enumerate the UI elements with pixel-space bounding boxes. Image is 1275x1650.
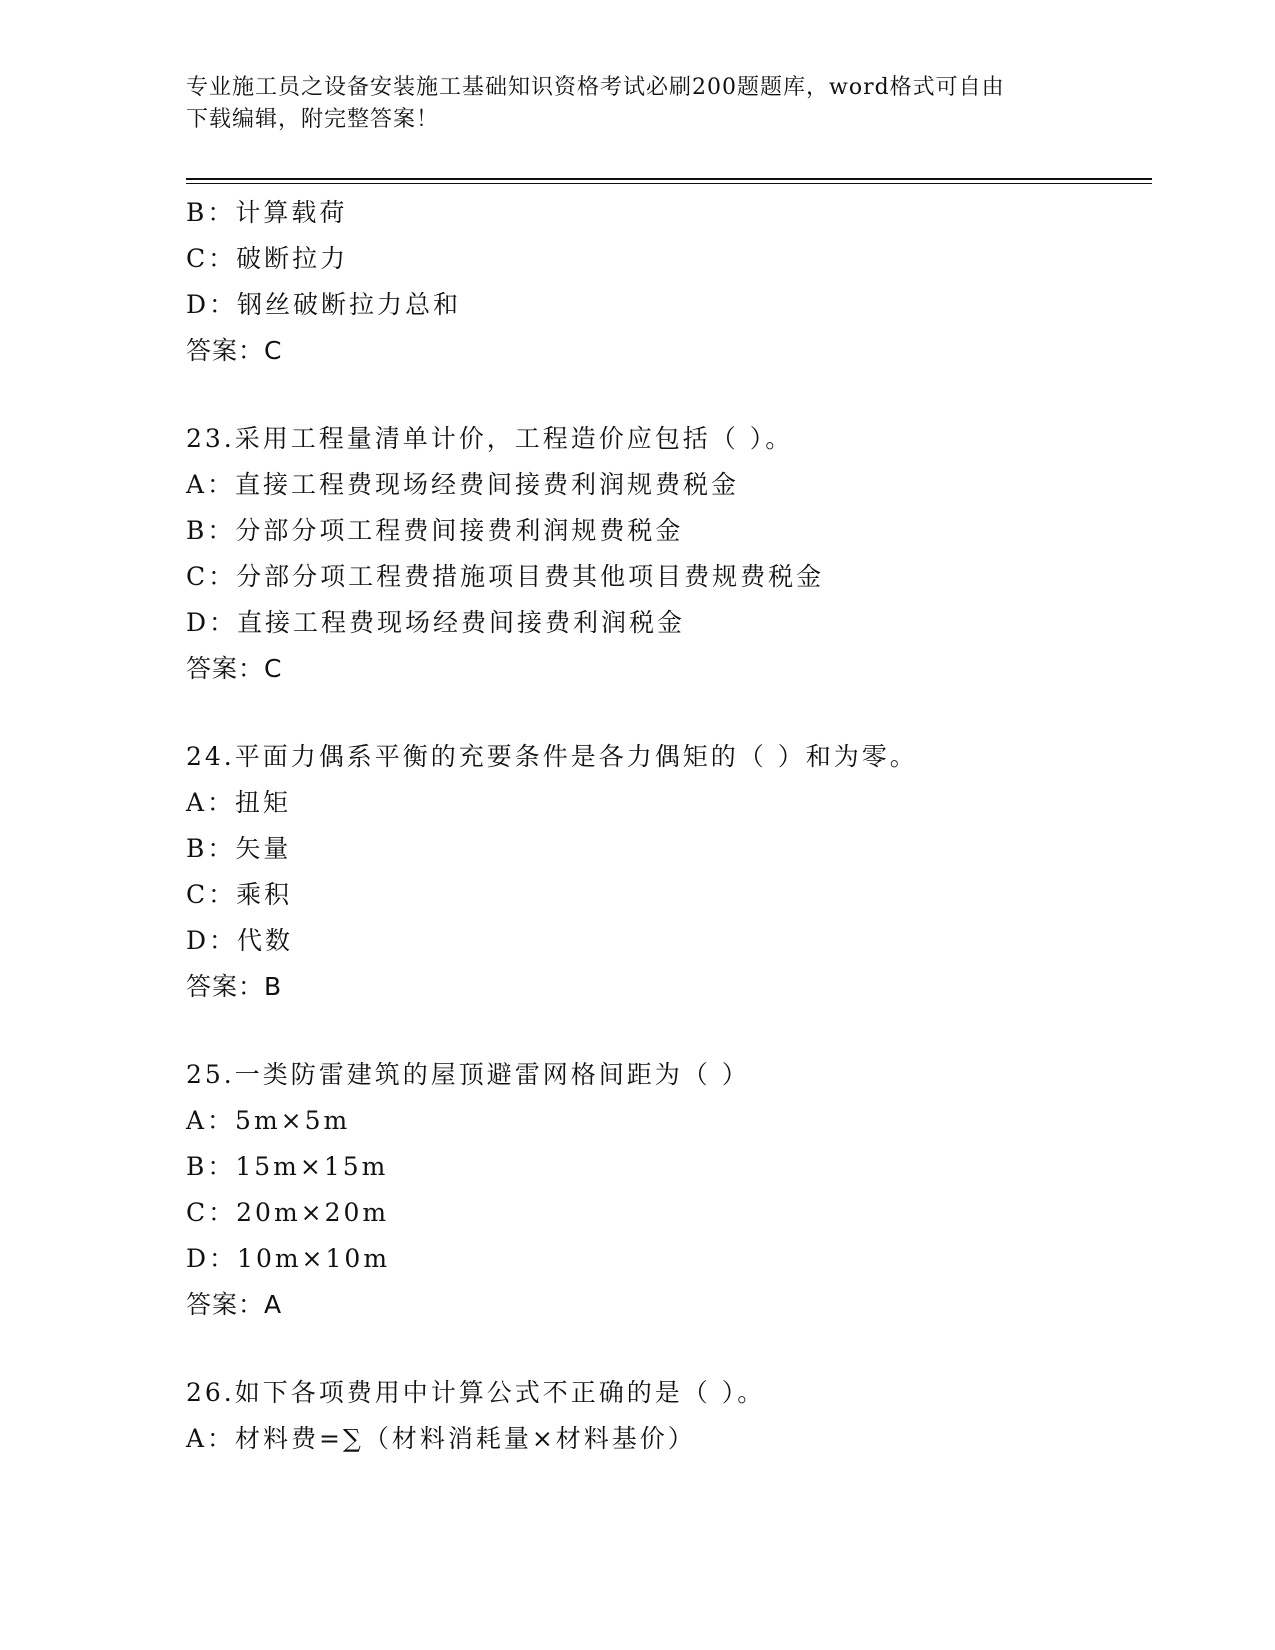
option-d: D：10m×10m — [186, 1244, 391, 1273]
option-b: B：计算载荷 — [186, 198, 348, 227]
answer: 答案：A — [186, 1290, 283, 1319]
spacer — [186, 374, 1146, 416]
answer: 答案：B — [186, 972, 283, 1001]
question-text: 23.采用工程量清单计价，工程造价应包括（ ）。 — [186, 424, 794, 453]
option-b: B：矢量 — [186, 834, 292, 863]
option-a: A：5m×5m — [186, 1106, 351, 1135]
question-24 — [186, 734, 1146, 1010]
question-list — [186, 190, 1146, 1462]
option-d: D：直接工程费现场经费间接费利润税金 — [186, 608, 686, 637]
option-c: C：分部分项工程费措施项目费其他项目费规费税金 — [186, 562, 825, 591]
header-title-line-2: 下载编辑，附完整答案！ — [186, 107, 440, 132]
spacer — [186, 1328, 1146, 1370]
option-c: C：乘积 — [186, 880, 293, 909]
option-d: D：代数 — [186, 926, 294, 955]
spacer — [186, 692, 1146, 734]
answer: 答案：C — [186, 654, 283, 683]
header-title-line-1: 专业施工员之设备安装施工基础知识资格考试必刷200题题库，word格式可自由 — [186, 75, 1005, 100]
option-c: C：破断拉力 — [186, 244, 349, 273]
spacer — [186, 1010, 1146, 1052]
question-25 — [186, 1052, 1146, 1328]
document-header — [186, 72, 1086, 136]
question-text: 24.平面力偶系平衡的充要条件是各力偶矩的（ ）和为零。 — [186, 742, 918, 771]
question-text: 26.如下各项费用中计算公式不正确的是（ ）。 — [186, 1378, 766, 1407]
option-d: D：钢丝破断拉力总和 — [186, 290, 462, 319]
question-23 — [186, 416, 1146, 692]
header-divider-thin — [186, 183, 1152, 184]
option-a: A：直接工程费现场经费间接费利润规费税金 — [186, 470, 740, 499]
option-b: B：15m×15m — [186, 1152, 389, 1181]
answer: 答案：C — [186, 336, 283, 365]
question-text: 25.一类防雷建筑的屋顶避雷网格间距为（ ） — [186, 1060, 750, 1089]
option-a: A：材料费=∑（材料消耗量×材料基价） — [186, 1424, 696, 1453]
question-26 — [186, 1370, 1146, 1462]
header-divider-thick — [186, 178, 1152, 180]
option-c: C：20m×20m — [186, 1198, 390, 1227]
option-a: A：扭矩 — [186, 788, 292, 817]
option-b: B：分部分项工程费间接费利润规费税金 — [186, 516, 684, 545]
question-22 — [186, 190, 1146, 374]
